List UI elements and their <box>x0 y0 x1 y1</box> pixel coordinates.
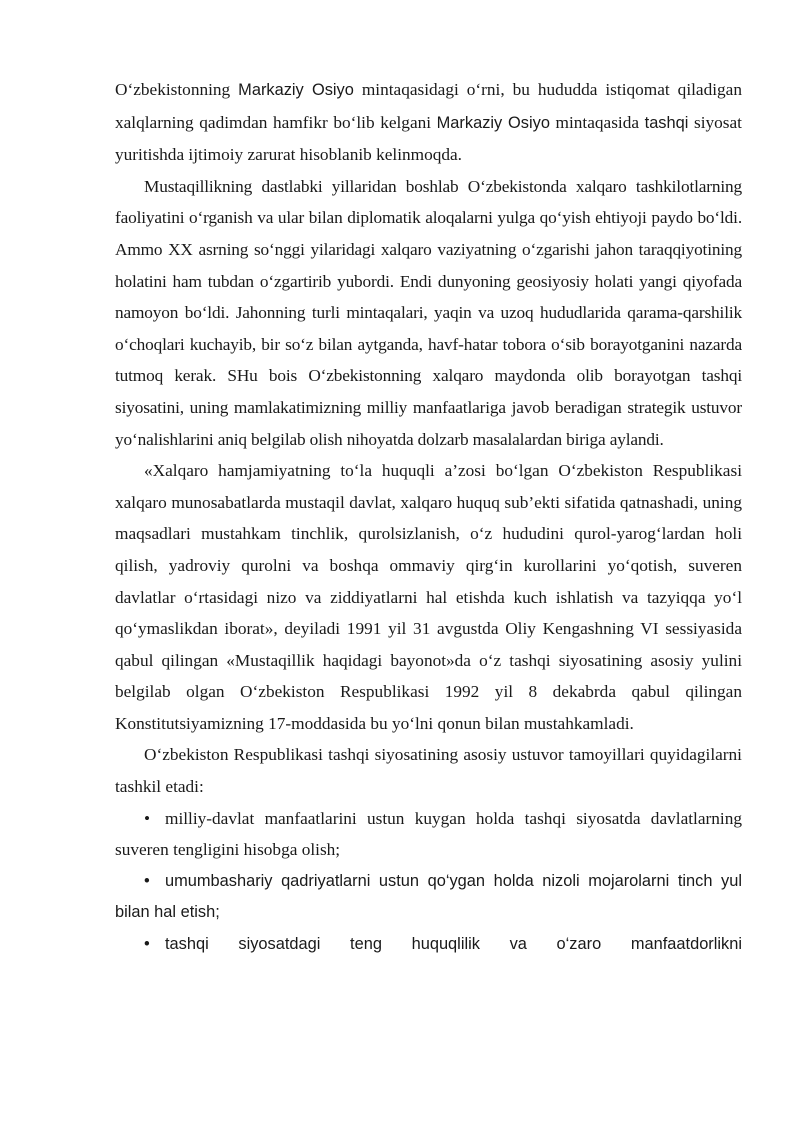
text-run: mintaqasidagi o‘rni, bu hududda istiqomat qiladigan xalqlarning qadimdan hamfikr bo‘lib kelgani <box>115 80 742 132</box>
bullet-text: umumbashariy qadriyatlarni ustun qo‘ygan holda nizoli mojarolarni tinch yul bilan hal etish; <box>115 871 742 922</box>
bullet-marker: • <box>144 871 150 890</box>
text-run: siyosat yuritishda ijtimoiy zarurat hisoblanib kelinmoqda. <box>115 112 742 165</box>
text-run-sans: tashqi <box>644 113 689 132</box>
bullet-item-1 <box>115 803 742 866</box>
bullet-item-2 <box>115 866 742 929</box>
text-run: mintaqasida <box>549 112 645 132</box>
paragraph-quotation: «Xalqaro hamjamiyatning to‘la huquqli a’zosi bo‘lgan O‘zbekiston Respublikasi xalqaro munosabatlarda mustaqil davlat, xalqaro huquq sub’ekti sifatida qatnashadi, uning maqsadlari mustahkam tinchlik, qurolsizlanish, o‘z hududini qurol-yarog‘lardan holi qilish, yadroviy qurolni va boshqa ommaviy qirg‘in kurollarini yo‘qotish, suveren davlatlar o‘rtasidagi nizo va ziddiyatlarni hal etishda kuch ishlatish va tazyiqqa yo‘l qo‘ymaslikdan iborat», deyiladi 1991 yil 31 avgustda Oliy Kengashning VI sessiyasida qabul qilingan «Mustaqillik haqidagi bayonot»da o‘z tashqi siyosatining asosiy yulini belgilab olgan O‘zbekiston Respublikasi 1992 yil 8 dekabrda qabul qilingan Konstitutsiyamizning 17-moddasida bu yo‘lni qonun bilan mustahkamladi. <box>115 461 742 733</box>
bullet-text: milliy-davlat manfaatlarini ustun kuygan holda tashqi siyosatda davlatlarning suveren tengligini hisobga olish; <box>115 808 742 860</box>
text-run: O‘zbekistonning <box>115 80 239 99</box>
text-run-sans: Markaziy Osiyo <box>436 113 550 132</box>
paragraph-independence: Mustaqillikning dastlabki yillaridan boshlab O‘zbekistonda xalqaro tashkilotlarning faoliyatini o‘rganish va ular bilan diplomatik aloqalarni yulga qo‘yish ehtiyoji paydo bo‘ldi. Ammo XX asrning so‘nggi yilaridagi xalqaro vaziyatning o‘zgarishi jahon taraqqiyotining holatini ham tubdan o‘zgartirib yubordi. Endi dunyoning geosiyosiy holati yangi qiyofada namoyon bo‘ldi. Jahonning turli mintaqalari, yaqin va uzoq hududlarida qarama-qarshilik o‘choqlari kuchayib, bir so‘z bilan aytganda, havf-hatar tobora o‘sib borayotganini nazarda tutmoq kerak. SHu bois O‘zbekistonning xalqaro maydonda olib borayotgan tashqi siyosatini, uning mamlakatimizning milliy manfaatlariga javob beradigan strategik ustuvor yo‘nalishlarini aniq belgilab olish nihoyatda dolzarb masalalardan biriga aylandi. <box>115 176 742 449</box>
bullet-marker: • <box>144 808 151 828</box>
bullet-item-3 <box>115 929 742 961</box>
document-page <box>115 74 742 961</box>
paragraph-principles-intro: O‘zbekiston Respublikasi tashqi siyosatining asosiy ustuvor tamoyillari quyidagilarni tashkil etadi: <box>115 745 742 797</box>
paragraph-intro <box>115 74 742 171</box>
text-run-sans: Markaziy Osiyo <box>238 81 354 99</box>
bullet-text: tashqi siyosatdagi teng huquqlilik va o‘zaro manfaatdorlikni <box>165 935 742 954</box>
bullet-marker: • <box>144 935 150 954</box>
